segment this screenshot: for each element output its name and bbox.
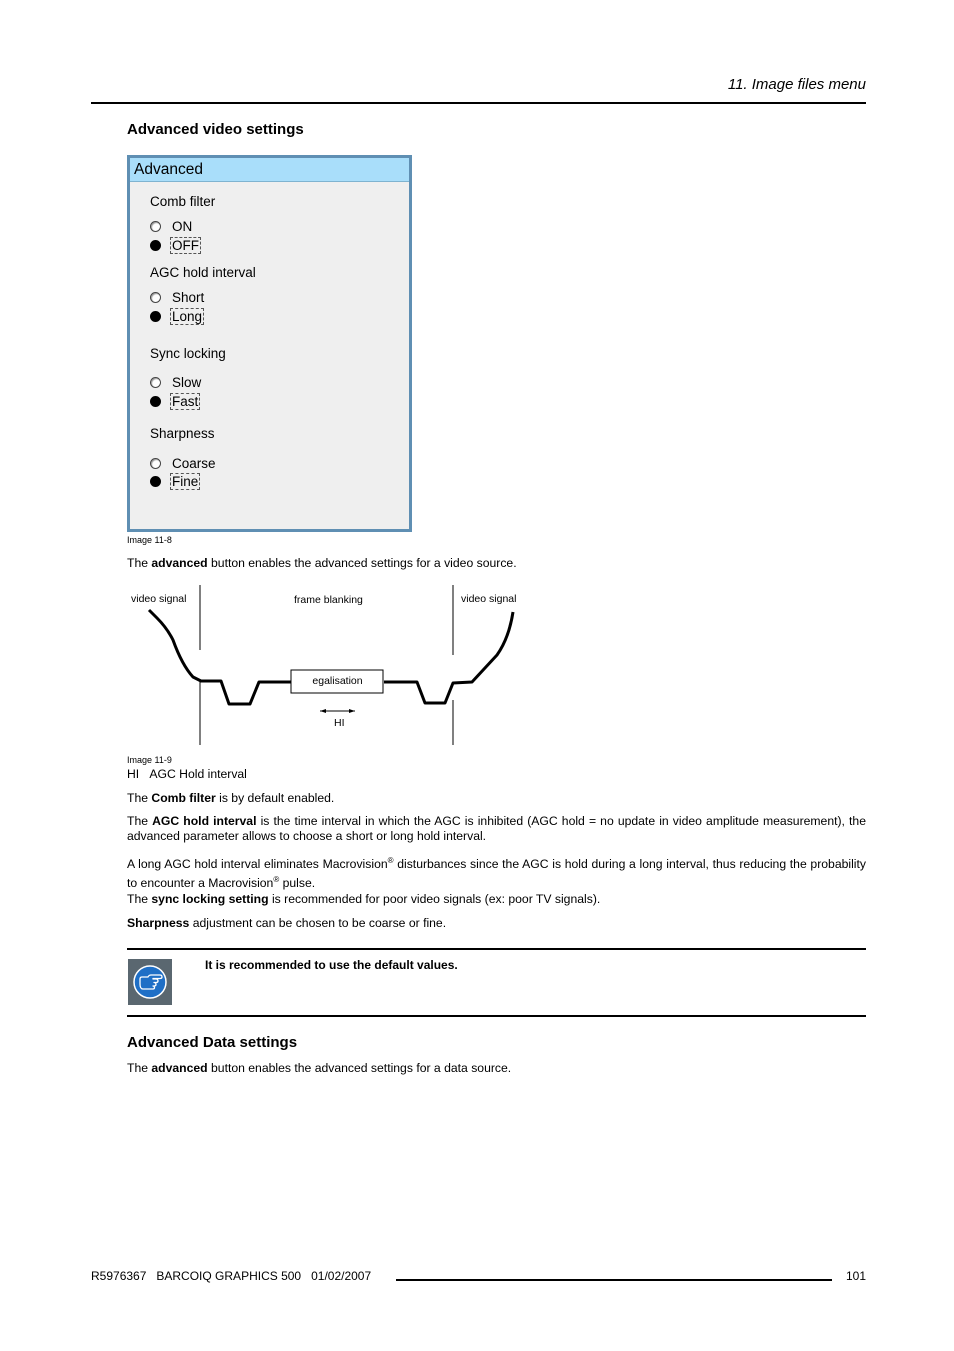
option-label: ON <box>172 218 193 234</box>
radio-selected-icon[interactable] <box>150 240 161 251</box>
option-label: Fast <box>172 393 199 409</box>
signal-waveform-right <box>384 612 513 703</box>
note-rule-bottom <box>127 1015 866 1017</box>
agc-short-option[interactable] <box>150 289 205 305</box>
paragraph-sync-locking: The sync locking setting is recommended for poor video signals (ex: poor TV signals). <box>127 892 601 906</box>
advanced-dialog <box>127 155 412 532</box>
radio-selected-icon[interactable] <box>150 311 161 322</box>
sync-slow-option[interactable] <box>150 374 202 390</box>
legend-hi: HI AGC Hold interval <box>127 767 247 781</box>
option-label: Slow <box>172 374 202 390</box>
sync-fast-option[interactable] <box>150 393 199 409</box>
footer-doc-info: R5976367 BARCOIQ GRAPHICS 500 01/02/2007 <box>91 1269 372 1283</box>
sharpness-coarse-option[interactable] <box>150 455 217 471</box>
option-label: Coarse <box>172 455 216 471</box>
page-number: 101 <box>845 1269 866 1283</box>
option-label: Long <box>172 308 203 324</box>
comb-filter-off-option[interactable] <box>150 237 200 253</box>
header-rule <box>91 102 866 104</box>
section-title-data: Advanced Data settings <box>127 1034 298 1051</box>
note-rule-top <box>127 948 866 950</box>
image-caption-1: Image 11-8 <box>127 535 172 545</box>
comb-filter-on-option[interactable] <box>150 218 193 234</box>
option-label: Fine <box>172 473 199 489</box>
egalisation-label: egalisation <box>312 675 363 687</box>
radio-icon[interactable] <box>150 221 161 232</box>
radio-selected-icon[interactable] <box>150 396 161 407</box>
sync-locking-label: Sync locking <box>150 346 226 361</box>
hi-arrow-head-right <box>349 709 355 713</box>
option-label: Short <box>172 289 205 305</box>
radio-selected-icon[interactable] <box>150 476 161 487</box>
signal-waveform-left <box>149 610 292 704</box>
agc-hold-label: AGC hold interval <box>150 265 256 280</box>
paragraph-agc-hold: The AGC hold interval is the time interval in which the AGC is inhibited (AGC hold = no update in video amplitude measurement), the advanced parameter allows to choose a short or long hold interval. <box>127 814 866 843</box>
image-caption-2: Image 11-9 <box>127 755 172 765</box>
hi-label: HI <box>334 717 345 729</box>
dialog-title: Advanced <box>130 158 409 182</box>
hi-arrow-head-left <box>320 709 326 713</box>
radio-icon[interactable] <box>150 458 161 469</box>
paragraph-advanced-data: The advanced button enables the advanced settings for a data source. <box>127 1061 512 1075</box>
chapter-heading: 11. Image files menu <box>727 76 866 93</box>
note-text: It is recommended to use the default values. <box>205 958 458 972</box>
frame-blanking-label: frame blanking <box>294 594 363 606</box>
sharpness-fine-option[interactable] <box>150 473 199 489</box>
sharpness-label: Sharpness <box>150 426 215 441</box>
paragraph-macrovision: A long AGC hold interval eliminates Macrovision® disturbances since the AGC is hold during a long interval, thus reducing the probability to encounter a Macrovision® pulse. <box>127 856 866 891</box>
video-signal-right-label: video signal <box>461 593 517 605</box>
footer-rule <box>396 1279 832 1281</box>
paragraph-advanced-video: The advanced button enables the advanced settings for a video source. <box>127 556 517 570</box>
radio-icon[interactable] <box>150 377 161 388</box>
section-title-video: Advanced video settings <box>127 121 304 138</box>
video-signal-left-label: video signal <box>131 593 187 605</box>
radio-icon[interactable] <box>150 292 161 303</box>
paragraph-comb-filter: The Comb filter is by default enabled. <box>127 791 335 805</box>
pointing-hand-icon <box>128 959 172 1005</box>
paragraph-sharpness: Sharpness adjustment can be chosen to be coarse or fine. <box>127 916 447 930</box>
option-label: OFF <box>172 237 199 253</box>
comb-filter-label: Comb filter <box>150 194 216 209</box>
agc-long-option[interactable] <box>150 308 203 324</box>
